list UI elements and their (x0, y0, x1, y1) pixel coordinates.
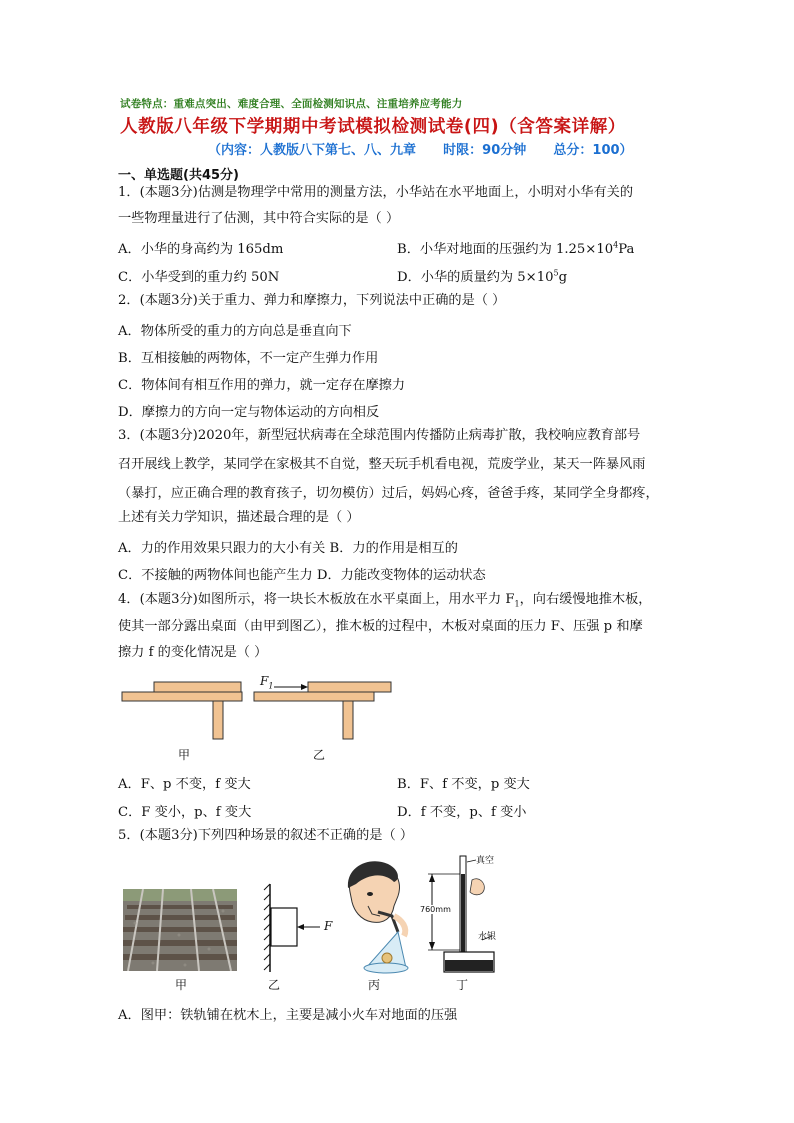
q4-option-d: D．f 不变，p、f 变小 (397, 805, 527, 820)
force-arrow-head (301, 684, 308, 690)
q4-caption-yi: 乙 (313, 748, 326, 762)
q3-options-ab: A．力的作用效果只跟力的大小有关 B．力的作用是相互的 (118, 541, 458, 556)
q1-option-c: C．小华受到的重力约 50N (118, 270, 280, 285)
q5-railway-photo (123, 889, 237, 971)
q1-option-b: B．小华对地面的压强约为 $1.25\times 10^4Pa$ (397, 240, 635, 257)
q4-caption-jia: 甲 (178, 748, 191, 762)
block (271, 908, 297, 946)
mercury-in-trough (445, 960, 493, 971)
q4-figure-a (122, 682, 242, 739)
q4-stem-line-2: 使其一部分露出桌面（由甲到图乙），推木板的过程中，木板对桌面的压力 F、压强 p 和摩 (118, 619, 643, 634)
q5-caption-jia: 甲 (175, 978, 188, 992)
q3-stem-line-1: 3．(本题3分)2020年，新型冠状病毒在全球范围内传播防止病毒扩散，我校响应教育部号 (118, 428, 641, 443)
q5-funnel-ball-figure (342, 858, 414, 976)
q4-stem-line-1: 4．(本题3分)如图所示，将一块长木板放在水平桌面上，用水平力 $F_1$，向右缓慢地推木板， (118, 592, 652, 609)
eye (367, 892, 373, 896)
q3-stem-line-3: （暴打，应正确合理的教育孩子，切勿模仿）过后，妈妈心疼，爸爸手疼，某同学全身都疼， (118, 486, 659, 501)
q4-option-c: C．F 变小，p、f 变大 (118, 805, 252, 820)
q3-stem-line-4: 上述有关力学知识，描述最合理的是（ ） (118, 510, 360, 525)
q2-option-a: A．物体所受的重力的方向总是垂直向下 (118, 324, 352, 339)
q5-stem: 5．(本题3分)下列四种场景的叙述不正确的是（ ） (118, 828, 414, 843)
ping-pong-ball (382, 953, 392, 963)
q5-height-label: 760mm (420, 905, 451, 914)
q1-option-d: D．小华的质量约为 $5\times 10^5g$ (397, 268, 568, 285)
board-b (308, 682, 391, 692)
table-leg-a (213, 701, 223, 739)
q3-options-cd: C．不接触的两物体间也能产生力 D．力能改变物体的运动状态 (118, 568, 486, 583)
exam-title: 人教版八年级下学期期中考试模拟检测试卷(四)（含答案详解） (120, 117, 626, 137)
q2-option-b: B．互相接触的两物体，不一定产生弹力作用 (118, 351, 379, 366)
q1-stem-line-2: 一些物理量进行了估测，其中符合实际的是（ ） (118, 211, 400, 226)
q5-caption-bing: 丙 (368, 978, 381, 992)
q5-mercury-label: 水银 (478, 932, 497, 942)
grass-strip (123, 889, 237, 901)
section-title-single-choice: 一、单选题(共45分) (118, 168, 239, 183)
q4-option-a: A．F、p 不变，f 变大 (118, 777, 251, 792)
q5-torricelli-figure (420, 852, 520, 976)
q5-force-label: F (324, 919, 333, 933)
board-a (154, 682, 241, 692)
q4-option-b: B．F、f 不变，p 变大 (397, 777, 530, 792)
wall-hatching (264, 884, 270, 970)
q5-vacuum-label: 真空 (476, 856, 495, 866)
q2-option-c: C．物体间有相互作用的弹力，就一定存在摩擦力 (118, 378, 406, 393)
dim-arrow-top (429, 874, 435, 882)
q1-option-a: A．小华的身高约为 165dm (118, 242, 284, 257)
dim-arrow-bottom (429, 942, 435, 950)
holding-hand (470, 879, 484, 895)
q2-option-d: D．摩擦力的方向一定与物体运动的方向相反 (118, 405, 380, 420)
table-top-a (122, 692, 242, 701)
q5-caption-ding: 丁 (456, 978, 469, 992)
q4-force-label: $F_1$ (260, 674, 274, 691)
funnel-mouth (364, 963, 408, 973)
vacuum-leader (467, 860, 476, 862)
table-leg-b (343, 701, 353, 739)
q5-caption-yi: 乙 (268, 978, 281, 992)
q4-stem-line-3: 擦力 f 的变化情况是（ ） (118, 645, 268, 660)
q4-figure-b (254, 682, 391, 739)
q4-figure-board-on-table (118, 672, 398, 742)
q5-option-a: A．图甲：铁轨铺在枕木上，主要是减小火车对地面的压强 (118, 1008, 458, 1023)
exam-subtitle: （内容：人教版八下第七、八、九章 时限：90分钟 总分：100） (208, 143, 633, 158)
q3-stem-line-2: 召开展线上教学，某同学在家极其不自觉，整天玩手机看电视，荒废学业，某天一阵暴风雨 (118, 457, 646, 472)
feature-note: 试卷特点：重难点突出、难度合理、全面检测知识点、注重培养应考能力 (120, 98, 463, 110)
q2-stem: 2．(本题3分)关于重力、弹力和摩擦力，下列说法中正确的是（ ） (118, 293, 506, 308)
force-f-head (297, 924, 304, 930)
q1-stem-line-1: 1．(本题3分)估测是物理学中常用的测量方法，小华站在水平地面上，小明对小华有关的 (118, 185, 634, 200)
table-top-b (254, 692, 374, 701)
